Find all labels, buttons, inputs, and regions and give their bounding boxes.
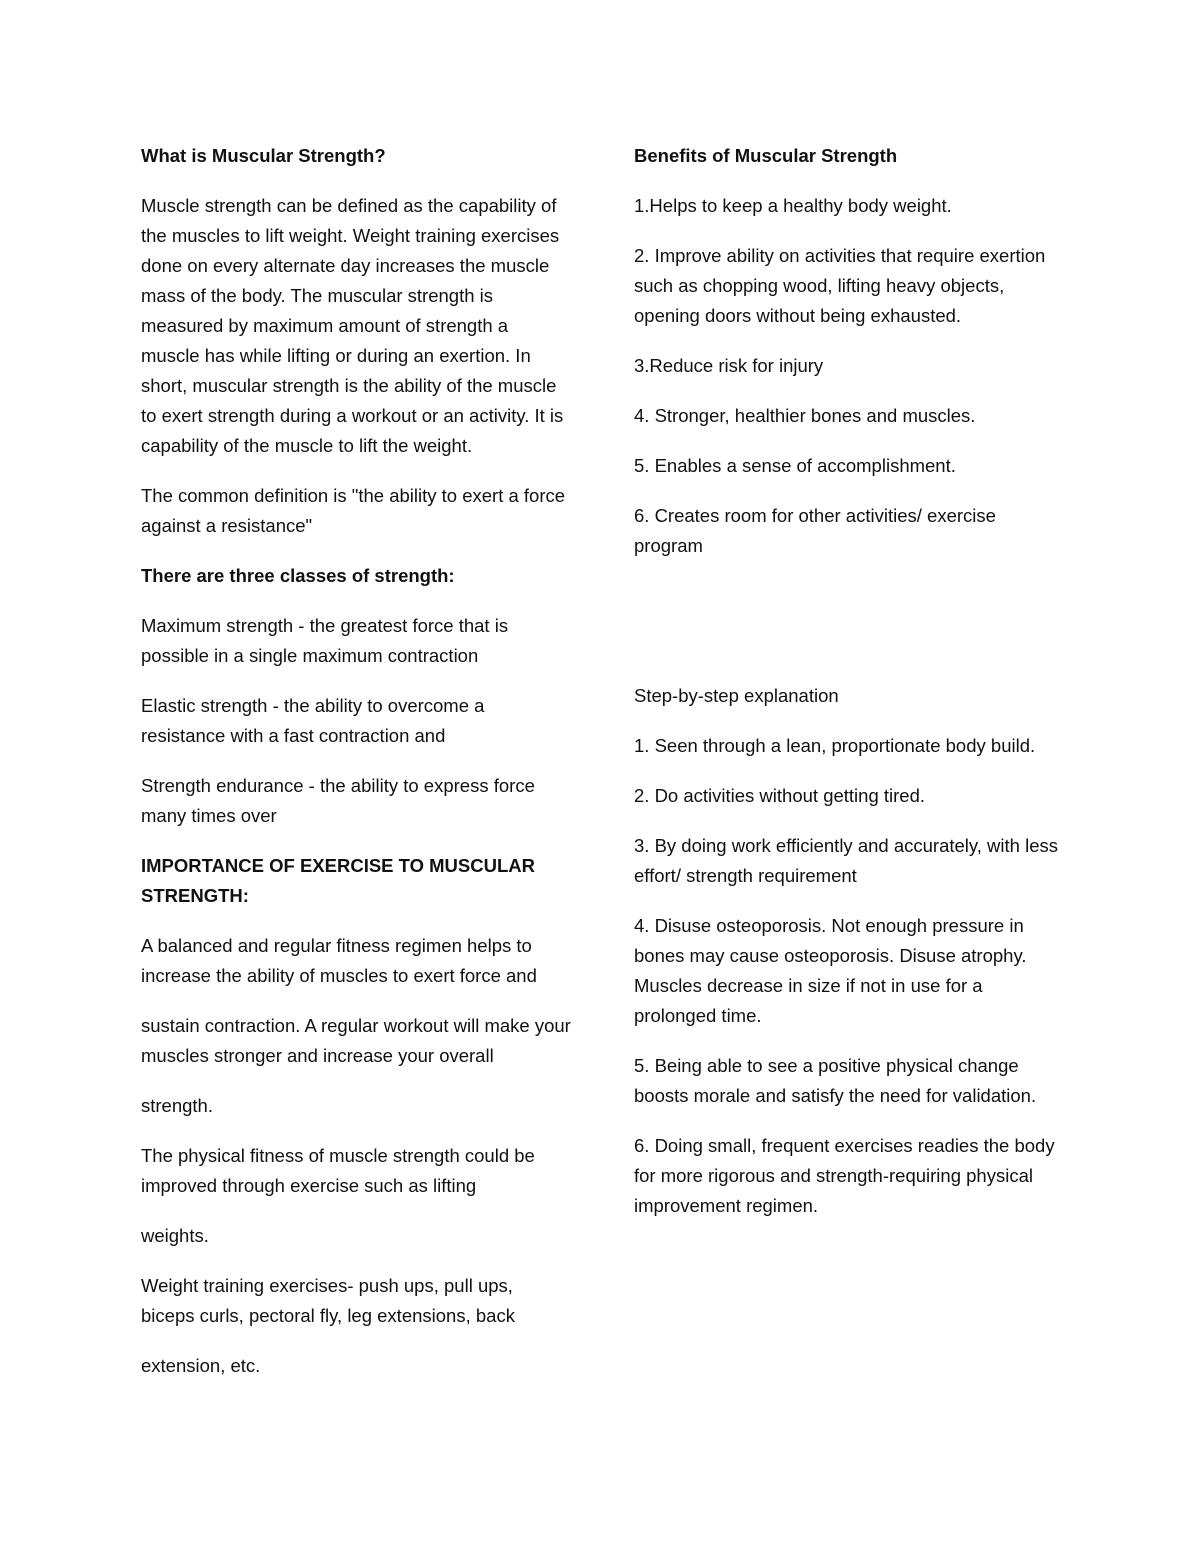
maximum-strength-item: Maximum strength - the greatest force that is possible in a single maximum contraction bbox=[141, 615, 509, 666]
left-column bbox=[141, 141, 571, 1401]
step-item: 2. Do activities without getting tired. bbox=[634, 785, 926, 806]
right-column bbox=[634, 141, 1059, 1241]
step-item: 4. Disuse osteoporosis. Not enough pressure in bones may cause osteoporosis. Disuse atrophy. Muscles decrease in size if not in use for a prolonged time. bbox=[634, 915, 1027, 1026]
importance-paragraph-1: A balanced and regular fitness regimen helps to increase the ability of muscles to exert force and bbox=[141, 935, 537, 986]
step-item: 3. By doing work efficiently and accurately, with less effort/ strength requirement bbox=[634, 835, 1058, 886]
benefit-item: 6. Creates room for other activities/ exercise program bbox=[634, 505, 996, 556]
importance-paragraph-7: extension, etc. bbox=[141, 1355, 261, 1376]
benefits-heading: Benefits of Muscular Strength bbox=[634, 145, 898, 166]
step-item: 1. Seen through a lean, proportionate body build. bbox=[634, 735, 1036, 756]
benefit-item: 2. Improve ability on activities that require exertion such as chopping wood, lifting heavy objects, opening doors without being exhausted. bbox=[634, 245, 1046, 326]
benefit-item: 3.Reduce risk for injury bbox=[634, 355, 824, 376]
importance-paragraph-6: Weight training exercises- push ups, pull ups, biceps curls, pectoral fly, leg extensions, back bbox=[141, 1275, 515, 1326]
benefit-item: 4. Stronger, healthier bones and muscles. bbox=[634, 405, 976, 426]
blank-space bbox=[634, 581, 1059, 681]
step-item: 6. Doing small, frequent exercises readies the body for more rigorous and strength-requiring physical improvement regimen. bbox=[634, 1135, 1055, 1216]
importance-paragraph-5: weights. bbox=[141, 1225, 209, 1246]
elastic-strength-item: Elastic strength - the ability to overcome a resistance with a fast contraction and bbox=[141, 695, 485, 746]
importance-paragraph-4: The physical fitness of muscle strength could be improved through exercise such as lifting bbox=[141, 1145, 535, 1196]
step-item: 5. Being able to see a positive physical change boosts morale and satisfy the need for validation. bbox=[634, 1055, 1037, 1106]
steps-heading: Step-by-step explanation bbox=[634, 685, 839, 706]
strength-endurance-item: Strength endurance - the ability to express force many times over bbox=[141, 775, 535, 826]
common-definition-paragraph: The common definition is "the ability to exert a force against a resistance" bbox=[141, 485, 566, 536]
importance-paragraph-3: strength. bbox=[141, 1095, 213, 1116]
importance-heading: IMPORTANCE OF EXERCISE TO MUSCULAR STRENGTH: bbox=[141, 855, 536, 906]
benefit-item: 5. Enables a sense of accomplishment. bbox=[634, 455, 956, 476]
strength-classes-heading: There are three classes of strength: bbox=[141, 565, 455, 586]
benefit-item: 1.Helps to keep a healthy body weight. bbox=[634, 195, 952, 216]
muscular-strength-heading: What is Muscular Strength? bbox=[141, 145, 386, 166]
definition-paragraph: Muscle strength can be defined as the capability of the muscles to lift weight. Weight training exercises done on every alternate day increases the muscle mass of the body. The muscular strength is measured by maximum amount of strength a muscle has while lifting or during an exertion. In short, muscular strength is the ability of the muscle to exert strength during a workout or an activity. It is capability of the muscle to lift the weight. bbox=[141, 195, 564, 456]
importance-paragraph-2: sustain contraction. A regular workout will make your muscles stronger and increase your overall bbox=[141, 1015, 571, 1066]
